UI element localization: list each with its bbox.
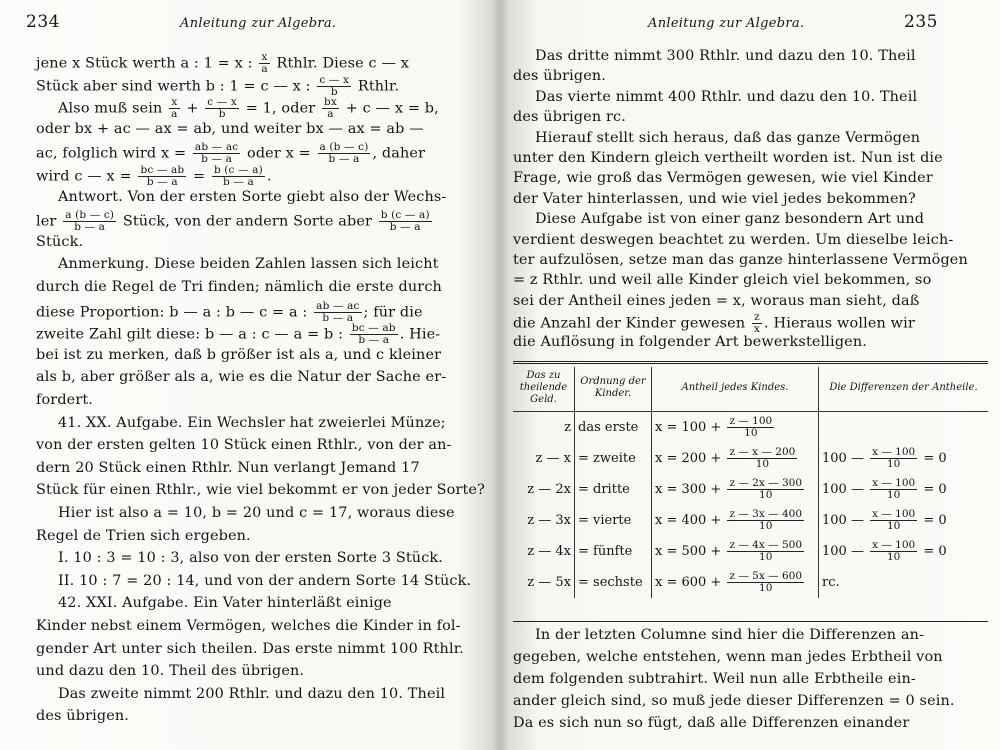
fraction: [322, 97, 339, 120]
text-run: verdient deswegen beachtet zu werden. Um dieselbe leich-: [513, 231, 954, 248]
text-run: gegeben, welche entstehen, wenn man jedes Erbtheil von: [513, 649, 943, 665]
cell-differenz: [819, 443, 989, 474]
text-run: dern 20 Stück einen Rthlr. Nun verlangt Jemand 17: [36, 459, 420, 476]
text-run: Anmerkung. Diese beiden Zahlen lassen sich leicht: [58, 256, 439, 273]
text-run: oder x =: [242, 145, 316, 162]
text-run: In der letzten Columne sind hier die Differenzen an-: [535, 627, 925, 643]
fraction-denominator: 10: [886, 489, 901, 501]
text-run: des übrigen.: [36, 708, 130, 725]
text-run: , daher: [372, 145, 426, 162]
fraction: [314, 301, 361, 324]
fraction-numerator: x — 100: [872, 508, 916, 520]
right-page: [500, 0, 1000, 750]
text-run: fordert.: [36, 392, 94, 408]
text-line: [36, 707, 481, 725]
fraction-numerator: a (b — c): [319, 141, 369, 154]
text-line: [36, 594, 492, 612]
cell-differenz: [819, 567, 989, 598]
text-run: sei der Antheil eines jeden = x, woraus man sieht, daß: [513, 292, 920, 309]
antheil-prefix: x = 600 +: [655, 575, 726, 590]
cell-antheil: [652, 567, 819, 598]
text-run: = 1, oder: [241, 100, 321, 117]
fraction-numerator: c — x: [319, 73, 350, 86]
cell-ordnung: = zweite: [575, 443, 652, 474]
text-line: [36, 120, 481, 138]
differenz-suffix: = 0: [919, 544, 947, 559]
text-run: diese Proportion: b — a : b — c = a :: [36, 304, 313, 321]
text-line: [36, 391, 481, 409]
text-run: II. 10 : 7 = 20 : 14, und von der andern Sorte 14 Stück.: [58, 572, 472, 589]
fraction-denominator: 10: [744, 427, 758, 439]
text-run: 42. XXI. Aufgabe. Ein Vater hinterläßt einige: [58, 595, 392, 612]
text-run: zweite Zahl gilt diese: b — a : c — a = b :: [36, 326, 348, 343]
running-head: Anleitung zur Algebra.: [180, 16, 337, 31]
text-run: Stück für einen Rthlr., wie viel bekommt er von jeder Sorte?: [36, 482, 485, 499]
fraction-numerator: ab — ac: [316, 299, 360, 312]
text-line: [36, 278, 481, 296]
differenz-prefix: 100 —: [822, 513, 869, 528]
text-line: [36, 255, 492, 273]
fraction: [212, 165, 265, 188]
text-run: Das zweite nimmt 200 Rthlr. und dazu den 10. Theil: [58, 685, 446, 702]
cell-ordnung: das erste: [575, 412, 652, 444]
fraction-denominator: 10: [759, 489, 773, 501]
fraction-numerator: z: [752, 312, 762, 324]
fraction-numerator: bc — ab: [351, 322, 396, 335]
fraction-denominator: b: [218, 108, 226, 121]
header-ordnung: Ordnung der Kinder.: [575, 367, 652, 412]
text-run: der Vater hinterlassen, und wie viel jedes bekommen?: [513, 190, 916, 207]
fraction: [169, 97, 179, 120]
antheil-prefix: x = 400 +: [655, 513, 726, 528]
text-run: durch die Regel de Tri finden; nämlich die erste durch: [36, 279, 442, 295]
text-line: [36, 346, 481, 364]
text-run: ler: [36, 213, 62, 230]
fraction: [727, 540, 804, 563]
fraction-denominator: a: [261, 63, 268, 75]
text-line: [36, 301, 481, 324]
text-run: ac, folglich wird x =: [36, 145, 191, 162]
text-run: des übrigen.: [513, 68, 607, 85]
fraction-denominator: b: [330, 85, 338, 98]
text-run: oder bx + ac — ax = ab, und weiter bx — ax = ab —: [36, 120, 424, 137]
text-line: [36, 323, 481, 346]
text-line: [36, 165, 481, 188]
text-run: . Hie-: [399, 326, 441, 343]
table-header-row: [513, 367, 988, 412]
text-run: 41. XX. Aufgabe. Ein Wechsler hat zweierlei Münze;: [58, 414, 446, 431]
table-bottom-rule: [513, 621, 988, 622]
fraction-numerator: z — 5x — 600: [729, 570, 802, 582]
text-run: ter aufzulösen, setze man das ganze hinterlassene Vermögen: [513, 252, 968, 268]
fraction: [193, 142, 240, 165]
text-run: Kinder nebst einem Vermögen, welches die Kinder in fol-: [36, 618, 461, 634]
text-line: [513, 210, 1000, 228]
fraction-numerator: x — 100: [872, 446, 916, 458]
antheil-prefix: x = 100 +: [655, 420, 726, 435]
fraction-denominator: 10: [886, 520, 901, 532]
text-line: [513, 670, 983, 688]
fraction-numerator: z — x — 200: [729, 446, 796, 458]
text-run: + c — x = b,: [340, 100, 439, 117]
text-run: Hier ist also a = 10, b = 20 und c = 17, woraus diese: [58, 505, 455, 521]
cell-geld: z: [513, 412, 575, 444]
text-run: gender Art unter sich theilen. Das erste nimmt 100 Rthlr.: [36, 640, 464, 657]
text-run: Antwort. Von der ersten Sorte giebt also der Wechs-: [58, 188, 447, 205]
text-run: Das vierte nimmt 400 Rthlr. und dazu den 10. Theil: [535, 88, 918, 105]
fraction-denominator: 10: [759, 582, 773, 594]
fraction-numerator: z — 2x — 300: [729, 477, 802, 489]
text-run: Rthlr.: [353, 78, 400, 95]
fraction-numerator: z — 4x — 500: [729, 539, 802, 551]
text-run: wird c — x =: [36, 168, 137, 185]
antheil-prefix: x = 300 +: [655, 482, 726, 497]
text-run: Diese Aufgabe ist von einer ganz besondern Art und: [535, 211, 925, 228]
cell-differenz: [819, 536, 989, 567]
antheil-prefix: x = 200 +: [655, 451, 726, 466]
text-line: [36, 436, 481, 454]
cell-ordnung: = fünfte: [575, 536, 652, 567]
fraction-denominator: a: [171, 108, 178, 121]
text-line: [513, 292, 983, 310]
cell-antheil: [652, 505, 819, 536]
text-run: ander gleich sind, so muß jede dieser Differenzen = 0 sein.: [513, 693, 955, 709]
text-line: [36, 481, 485, 499]
text-line: [36, 685, 492, 703]
text-line: [36, 142, 481, 165]
fraction: [318, 142, 371, 165]
cell-ordnung: = dritte: [575, 474, 652, 505]
cell-antheil: [652, 412, 819, 444]
left-page: [0, 0, 492, 750]
running-head: Anleitung zur Algebra.: [648, 16, 805, 31]
text-line: [36, 368, 481, 386]
differenz-prefix: 100 —: [822, 451, 869, 466]
fraction: [63, 210, 116, 233]
fraction: [379, 210, 432, 233]
fraction-numerator: z — 3x — 400: [729, 508, 802, 520]
text-run: I. 10 : 3 = 10 : 3, also von der ersten Sorte 3 Stück.: [58, 550, 444, 567]
fraction-denominator: 10: [759, 551, 773, 563]
fraction-denominator: b — a: [146, 176, 178, 188]
text-run: = z Rthlr. und weil alle Kinder gleich viel bekommen, so: [513, 272, 932, 289]
text-line: [513, 190, 983, 208]
text-line: [513, 129, 1000, 147]
fraction: [138, 165, 186, 188]
distribution-table: [513, 367, 988, 598]
header-differenzen: Die Differenzen der Antheile.: [819, 367, 989, 412]
page-number: 234: [26, 12, 60, 32]
fraction-denominator: 10: [886, 458, 901, 470]
text-line: [36, 640, 481, 658]
antheil-prefix: x = 500 +: [655, 544, 726, 559]
fraction: [259, 52, 269, 75]
text-run: Stück aber sind werth b : 1 = c — x :: [36, 78, 316, 95]
fraction-numerator: ab — ac: [194, 141, 239, 154]
text-line: [513, 149, 983, 167]
fraction-denominator: b — a: [74, 221, 106, 234]
table-row: [513, 443, 988, 474]
fraction-numerator: b (c — a): [380, 209, 430, 222]
text-run: die Auflösung in folgender Art bewerkstelligen.: [513, 333, 867, 350]
text-run: ; für die: [363, 304, 423, 321]
fraction-numerator: b (c — a): [213, 164, 263, 176]
text-line: [513, 108, 983, 126]
table-top-rule: [513, 361, 988, 364]
text-run: als b, aber größer als a, wie es die Natur der Sache er-: [36, 369, 447, 386]
text-run: Stück, von der andern Sorte aber: [118, 213, 377, 230]
text-line: [36, 662, 481, 680]
page-number: 235: [904, 12, 938, 32]
fraction-denominator: b — a: [328, 153, 360, 166]
text-line: [513, 714, 983, 732]
header-geld: Das zu theilende Geld.: [513, 367, 575, 412]
cell-ordnung: = sechste: [575, 567, 652, 598]
text-line: [36, 414, 492, 432]
text-line: [36, 549, 492, 567]
text-line: [36, 572, 492, 590]
text-run: +: [181, 100, 204, 117]
differenz-prefix: rc.: [822, 575, 840, 590]
text-run: jene x Stück werth a : 1 = x :: [36, 55, 258, 72]
text-line: [513, 333, 983, 351]
fraction-denominator: 10: [759, 520, 773, 532]
fraction: [317, 75, 351, 98]
fraction-numerator: a (b — c): [65, 209, 115, 222]
text-run: und dazu den 10. Theil des übrigen.: [36, 663, 305, 680]
text-run: . Hieraus wollen wir: [764, 315, 915, 332]
text-line: [513, 626, 1000, 644]
fraction-denominator: b — a: [201, 153, 233, 166]
fraction-numerator: bx: [324, 96, 337, 109]
text-run: bei ist zu merken, daß b größer ist als a, und c kleiner: [36, 346, 442, 363]
fraction: [205, 97, 239, 120]
cell-differenz: [819, 474, 989, 505]
fraction-numerator: x: [169, 97, 179, 109]
fraction: [727, 447, 797, 470]
cell-geld: z — 4x: [513, 536, 575, 567]
fraction: [870, 509, 917, 532]
text-line: [513, 271, 983, 289]
text-line: [36, 233, 481, 251]
fraction: [870, 540, 917, 563]
text-run: Da es sich nun so fügt, daß alle Differenzen einander: [513, 715, 910, 731]
fraction-denominator: b — a: [222, 176, 254, 188]
text-line: [513, 692, 983, 710]
text-line: [513, 88, 1000, 106]
cell-geld: z — 3x: [513, 505, 575, 536]
text-line: [36, 52, 481, 75]
fraction: [727, 571, 804, 594]
text-run: unter den Kindern gleich vertheilt worden ist. Nun ist die: [513, 150, 943, 166]
text-run: Das dritte nimmt 300 Rthlr. und dazu den 10. Theil: [535, 48, 916, 64]
fraction: [727, 416, 774, 439]
text-run: des übrigen rc.: [513, 109, 626, 126]
text-run: Rthlr. Diese c — x: [271, 55, 409, 72]
text-line: [36, 97, 492, 120]
differenz-prefix: 100 —: [822, 482, 869, 497]
text-line: [36, 459, 481, 477]
text-line: [36, 210, 481, 233]
fraction-numerator: x — 100: [872, 539, 916, 551]
differenz-suffix: = 0: [919, 451, 947, 466]
table-row: [513, 567, 988, 598]
fraction: [727, 509, 804, 532]
text-line: [36, 504, 492, 522]
fraction-denominator: b — a: [322, 311, 354, 324]
text-run: Stück.: [36, 233, 84, 250]
fraction-numerator: bc — ab: [140, 164, 185, 176]
table-row: [513, 536, 988, 567]
text-run: von der ersten gelten 10 Stück einen Rthlr., von der an-: [36, 437, 452, 454]
fraction: [870, 447, 917, 470]
text-run: dem folgenden subtrahirt. Weil nun alle Erbtheile ein-: [513, 671, 916, 687]
fraction: [870, 478, 917, 501]
fraction: [350, 323, 398, 346]
text-run: Regel de Trien sich ergeben.: [36, 527, 251, 544]
fraction-denominator: 10: [755, 458, 770, 470]
text-line: [513, 648, 983, 666]
text-line: [513, 251, 983, 269]
cell-antheil: [652, 443, 819, 474]
text-run: Hierauf stellt sich heraus, daß das ganze Vermögen: [535, 129, 921, 146]
text-line: [513, 169, 983, 187]
text-run: Also muß sein: [58, 100, 168, 117]
fraction-denominator: b — a: [389, 221, 421, 234]
fraction-denominator: x: [753, 323, 761, 336]
cell-geld: z — 2x: [513, 474, 575, 505]
fraction-numerator: x — 100: [872, 477, 916, 489]
text-line: [513, 47, 1000, 65]
table-row: [513, 412, 988, 444]
cell-ordnung: = vierte: [575, 505, 652, 536]
text-line: [513, 67, 983, 85]
text-run: =: [188, 168, 210, 185]
fraction-numerator: c — x: [207, 96, 237, 109]
cell-geld: z — x: [513, 443, 575, 474]
cell-geld: z — 5x: [513, 567, 575, 598]
differenz-suffix: = 0: [919, 482, 947, 497]
fraction-denominator: a: [327, 108, 334, 121]
text-line: [36, 617, 481, 635]
cell-antheil: [652, 536, 819, 567]
fraction-denominator: b — a: [358, 334, 390, 347]
text-line: [36, 527, 481, 545]
table-row: [513, 474, 988, 505]
table-row: [513, 505, 988, 536]
text-run: Frage, wie groß das Vermögen gewesen, wie viel Kinder: [513, 170, 933, 187]
fraction: [727, 478, 804, 501]
cell-antheil: [652, 474, 819, 505]
fraction-numerator: x: [259, 52, 269, 64]
cell-differenz: [819, 505, 989, 536]
text-run: die Anzahl der Kinder gewesen: [513, 315, 750, 332]
text-line: [36, 188, 492, 206]
differenz-suffix: = 0: [919, 513, 947, 528]
header-antheil: Antheil jedes Kindes.: [652, 367, 819, 412]
fraction-denominator: 10: [886, 551, 901, 563]
text-run: .: [266, 168, 272, 185]
differenz-prefix: 100 —: [822, 544, 869, 559]
text-line: [36, 75, 481, 98]
text-line: [513, 231, 983, 249]
cell-differenz: [819, 412, 989, 444]
fraction-numerator: z — 100: [729, 415, 773, 427]
